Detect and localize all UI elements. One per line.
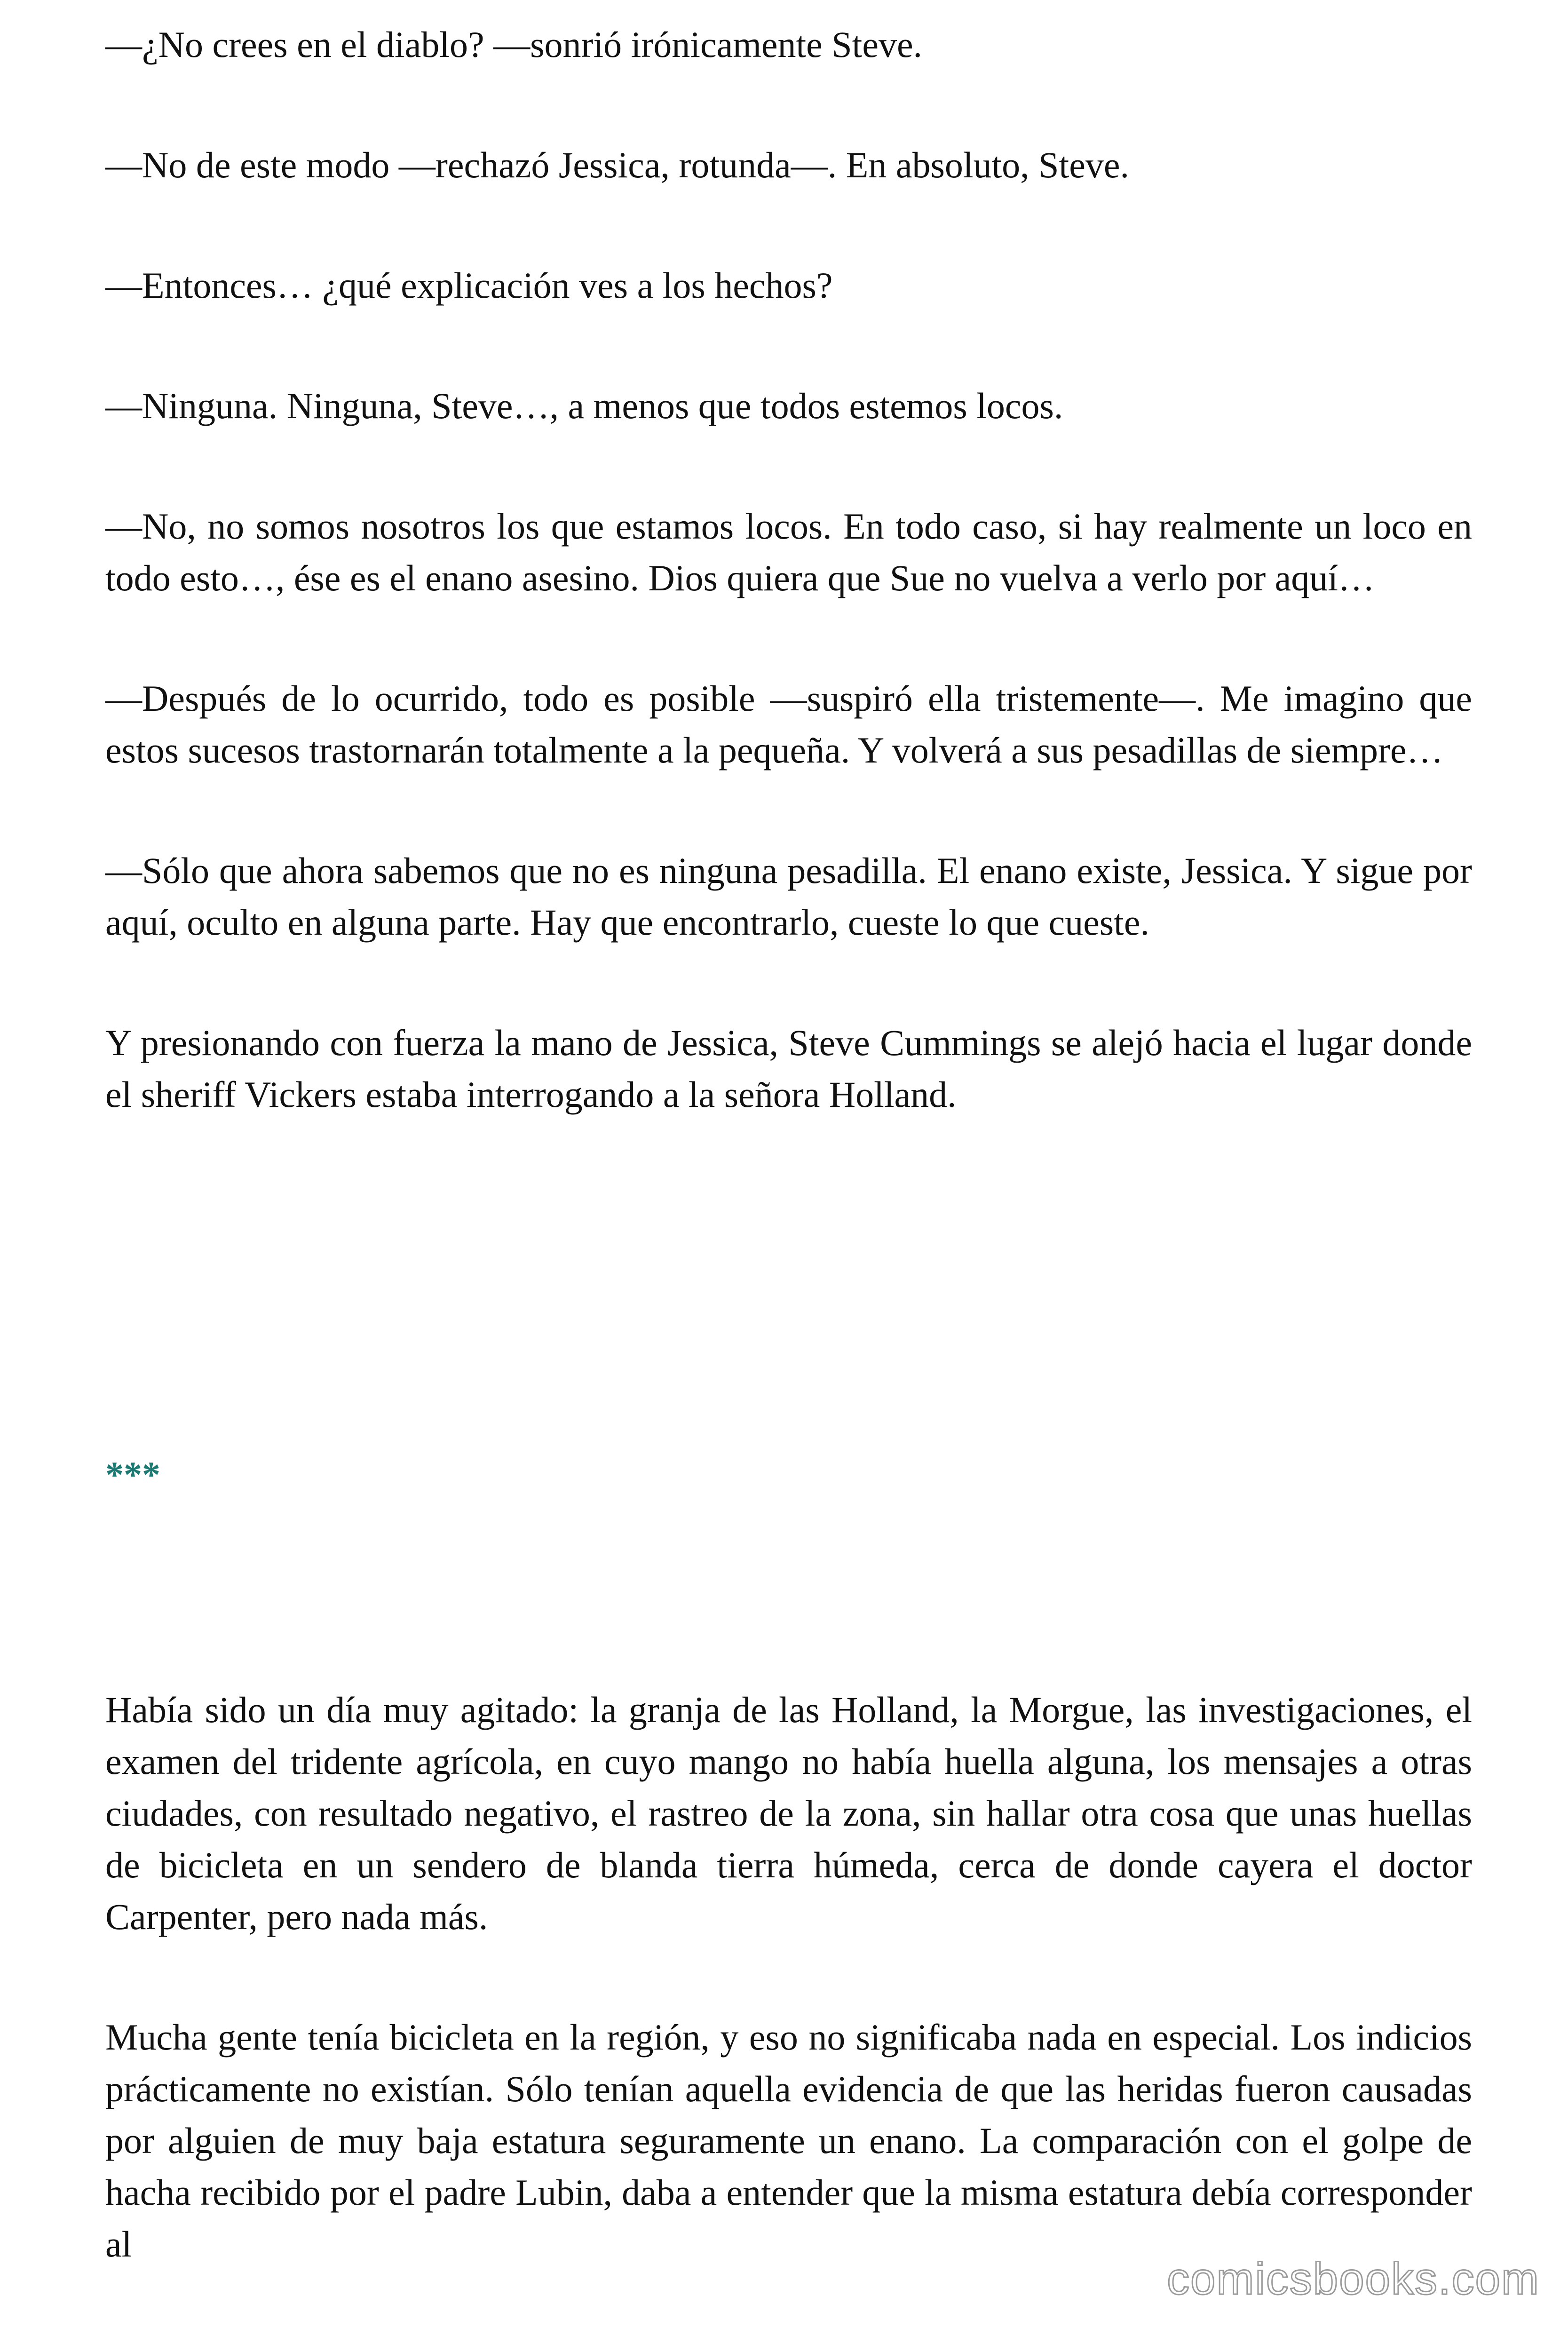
- paragraph: —No, no somos nosotros los que estamos locos. En todo caso, si hay realmente un loco en todo esto…, ése es el enano asesino. Dios quiera que Sue no vuelva a verlo por aquí…: [105, 506, 1472, 598]
- paragraph: —No de este modo —rechazó Jessica, rotunda—. En absoluto, Steve.: [105, 144, 1129, 185]
- watermark: comicsbooks.com: [1167, 2254, 1540, 2304]
- paragraph: —¿No crees en el diablo? —sonrió irónicamente Steve.: [105, 24, 923, 65]
- section-separator: ***: [105, 1454, 160, 1495]
- paragraph: —Ninguna. Ninguna, Steve…, a menos que todos estemos locos.: [105, 385, 1063, 426]
- paragraph: —Después de lo ocurrido, todo es posible —suspiró ella tristemente—. Me imagino que estos sucesos trastornarán totalmente a la pequeña. Y volverá a sus pesadillas de siempre…: [105, 678, 1472, 771]
- paragraph: Y presionando con fuerza la mano de Jessica, Steve Cummings se alejó hacia el lugar donde el sheriff Vickers estaba interrogando a la señora Holland.: [105, 1022, 1472, 1115]
- paragraph: Había sido un día muy agitado: la granja de las Holland, la Morgue, las investigaciones, el examen del tridente agrícola, en cuyo mango no había huella alguna, los mensajes a otras ciudades, con resultado negativo, el rastreo de la zona, sin hallar otra cosa que unas huellas de bicicleta en un sendero de blanda tierra húmeda, cerca de donde cayera el doctor Carpenter, pero nada más.: [105, 1689, 1472, 1937]
- text-section-after: [105, 1684, 1472, 2270]
- paragraph: Mucha gente tenía bicicleta en la región, y eso no significaba nada en especial. Los indicios prácticamente no existían. Sólo tenían aquella evidencia de que las heridas fueron causadas por alguien de muy baja estatura seguramente un enano. La comparación con el golpe de hacha recibido por el padre Lubin, daba a entender que la misma estatura debía corresponder al: [105, 2017, 1472, 2265]
- paragraph: —Sólo que ahora sabemos que no es ninguna pesadilla. El enano existe, Jessica. Y sigue por aquí, oculto en alguna parte. Hay que encontrarlo, cueste lo que cueste.: [105, 850, 1472, 943]
- text-section-before: [105, 19, 1472, 1120]
- paragraph: —Entonces… ¿qué explicación ves a los hechos?: [105, 265, 833, 306]
